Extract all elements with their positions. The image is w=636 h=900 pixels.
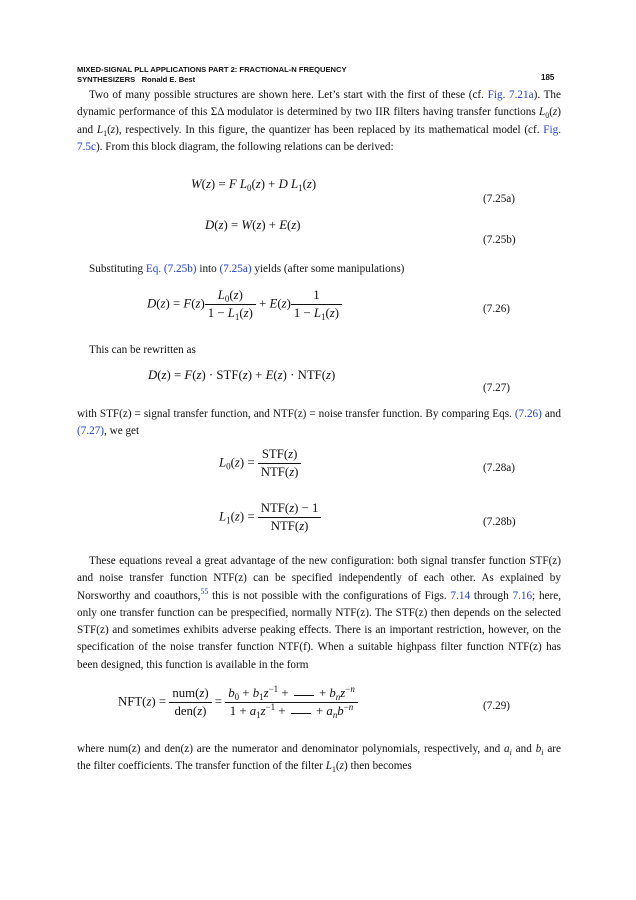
link-eq-7-26[interactable]: (7.26) — [514, 408, 542, 420]
equation-number-7-29: (7.29) — [483, 700, 511, 712]
paragraph-3: This can be rewritten as — [89, 344, 196, 356]
equation-7-28a: $L_0(z)$ = $\frac{\text{STF(z)}}{\text{NTF(z)}}$ — [219, 447, 301, 480]
paragraph-2: Substituting Eq. (7.25b) into (7.25a) yields (after some manipulations) — [89, 263, 405, 275]
equation-7-28b: $L_1(z)$ = $\frac{\text{NTF(z) − 1}}{\text{NTF(z)}}$ — [219, 501, 321, 534]
equation-number-7-27: (7.27) — [483, 382, 511, 394]
paragraph-6: where num(z) and den(z) are the numerator and denominator polynomials, respectively, and $a_i$ and $b_i$ are the filter coefficients. The transfer function of the filter $L_1(z)$ then becomes — [77, 743, 561, 775]
link-eq-7-27[interactable]: (7.27) — [77, 425, 105, 438]
header-author: Ronald E. Best — [141, 74, 196, 84]
page-number: 185 — [541, 73, 555, 82]
paragraph-4: with STF(z) = signal transfer function, and NTF(z) = noise transfer function. By comparing Eqs. (7.26) and (7.27), we get — [77, 408, 561, 438]
running-header — [77, 65, 532, 84]
header-title-line1: MIXED-SIGNAL PLL APPLICATIONS PART 2: FRACTIONAL-N FREQUENCY — [77, 65, 347, 74]
equation-number-7-25b: (7.25b) — [483, 234, 516, 246]
footnote-55[interactable]: 55 — [200, 586, 209, 596]
link-fig-7-14[interactable]: 7.14 — [450, 589, 471, 602]
equation-number-7-28b: (7.28b) — [483, 516, 516, 528]
equation-7-25b: D(z) = W(z) + E(z) — [205, 218, 301, 232]
link-eq-7-25a[interactable]: (7.25a) — [219, 263, 252, 275]
link-fig-7-5c[interactable]: Fig. 7.5c — [77, 123, 562, 153]
equation-number-7-28a: (7.28a) — [483, 462, 515, 474]
link-fig-7-21a[interactable]: Fig. 7.21a — [487, 89, 534, 101]
paragraph-5: These equations reveal a great advantage of the new configuration: both signal transfer function STF(z) and noise transfer function NTF(z) can be specified independently of each other. As explained by Norsworthy and coauthors,$^{55}$ this is not possible with the configurations of Figs. 7.14 through 7.16; here, only one transfer function can be prespecified, normally NTF(z). The STF(z) then depends on the selected STF(z) and sometimes exhibits adverse peaking effects. There is an important restriction, however, on the specification of the noise transfer function NTF(f). When a suitable highpass filter function NTF(z) has been designed, this function is available in the form — [77, 555, 562, 671]
link-fig-7-16[interactable]: 7.16 — [512, 589, 533, 602]
paragraph-1: Two of many possible structures are shown here. Let’s start with the first of these (cf. Fig. 7.21a). The dynamic performance of this ΣΔ modulator is determined by two IIR filters having transfer functions $L_0(z)$ and $L_1(z)$, respectively. In this figure, the quantizer has been replaced by its mathematical model (cf. Fig. 7.5c). From this block diagram, the following relations can be derived: — [77, 89, 562, 153]
equation-number-7-26: (7.26) — [483, 303, 511, 315]
equation-7-25a: W(z) = F $L_0(z) + D$ $L_1(z)$ — [191, 177, 317, 193]
equation-7-29: NFT(z) = $\frac{\text{num(z)}}{\text{den(z)}}$ = $\frac{b_0 + b_1z^{-1} + + b_nz^{-n}}{1 + a_1z^{-1} + + a_nb^{-n}}$ — [118, 686, 358, 719]
equation-7-26: D(z) = F(z) $\frac{L_0(z)}{1 - L_1(z)}$ + E(z) $\frac{1}{1 - L_1(z)}$ — [147, 288, 342, 321]
link-eq-7-25b[interactable]: Eq. (7.25b) — [145, 263, 197, 275]
header-title-line2: SYNTHESIZERS Ronald E. Best — [77, 74, 196, 84]
equation-number-7-25a: (7.25a) — [483, 193, 515, 205]
equation-7-27: D(z) = F(z) · STF(z) + E(z) · NTF(z) — [148, 368, 336, 382]
